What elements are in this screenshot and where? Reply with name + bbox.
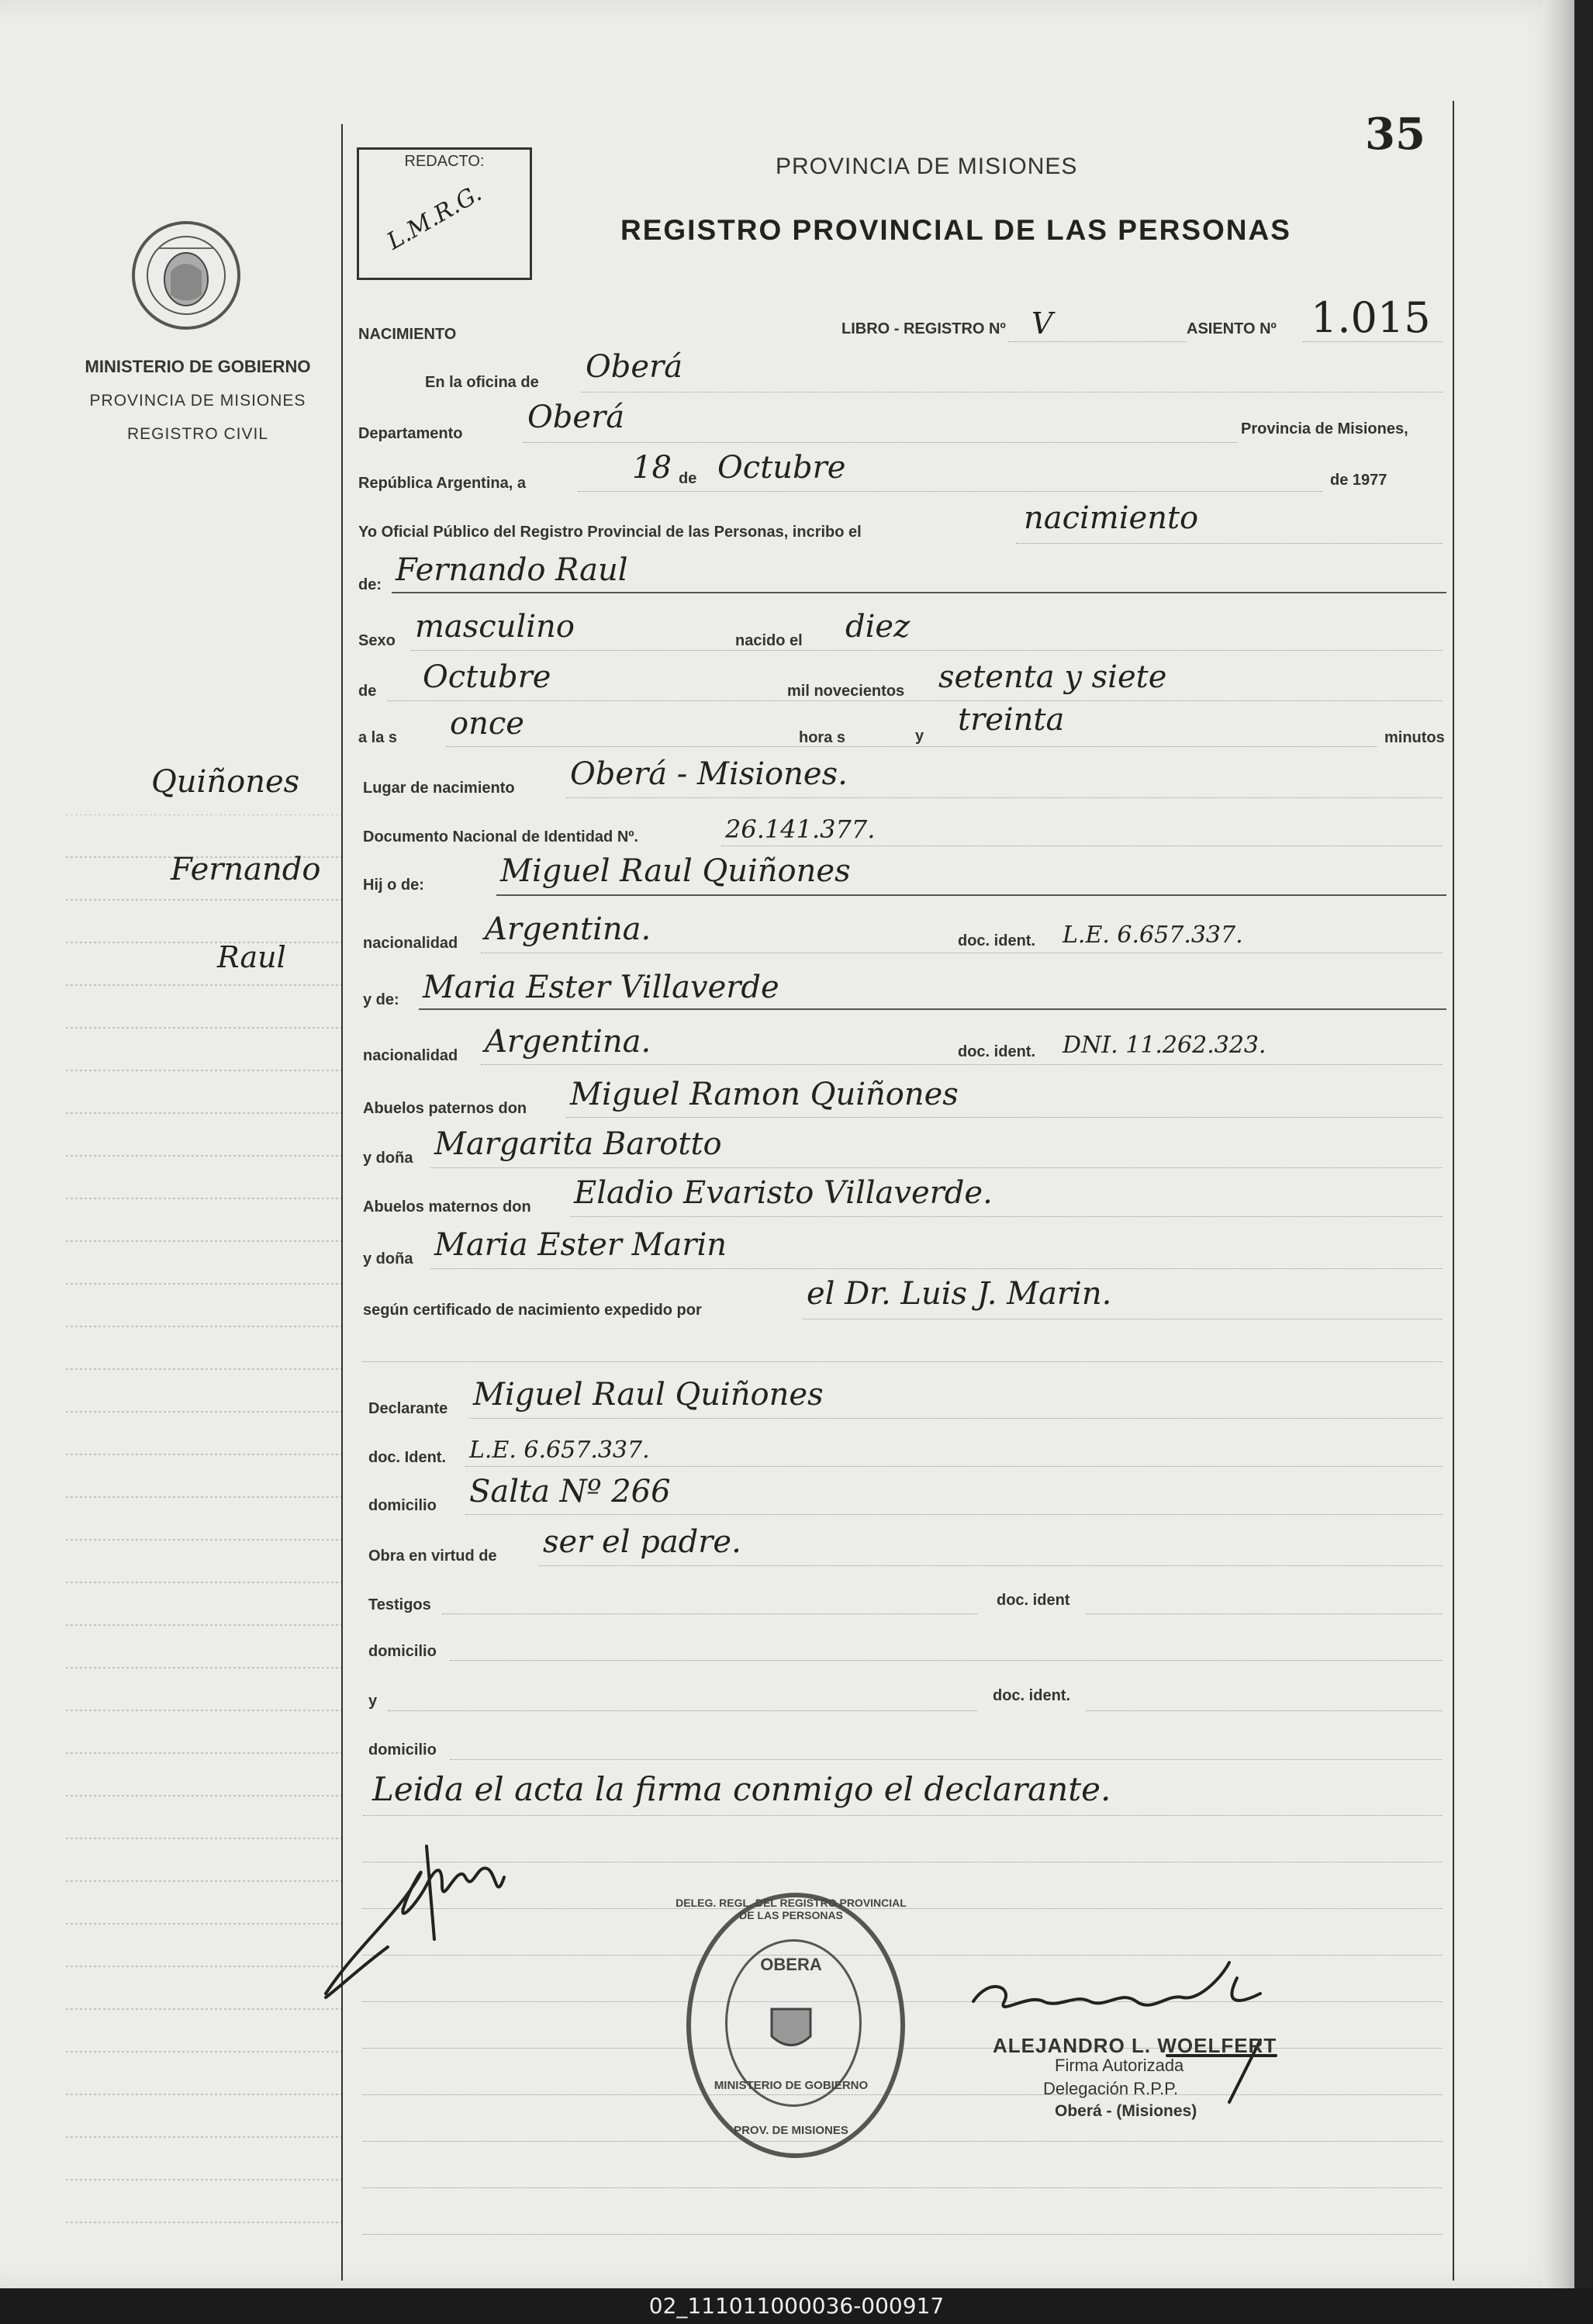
- abuelos-pat-label: Abuelos paternos don: [363, 1100, 527, 1117]
- oficina-label: En la oficina de: [425, 374, 539, 391]
- y-label: y: [915, 728, 924, 745]
- act-type: NACIMIENTO: [358, 326, 457, 343]
- nac-padre-label: nacionalidad: [363, 935, 458, 952]
- republica-month: Octubre: [717, 450, 846, 486]
- abuelos-pat-value: Miguel Ramon Quiñones: [570, 1077, 959, 1112]
- nac-padre-doc-value: L.E. 6.657.337.: [1063, 922, 1243, 949]
- de-label: de:: [358, 576, 382, 593]
- provincia-suffix: Provincia de Misiones,: [1241, 420, 1408, 437]
- mil-label: mil novecientos: [787, 683, 905, 700]
- abuela-mat-label: y doña: [363, 1250, 413, 1267]
- redacto-value: L.M.R.G.: [382, 179, 487, 256]
- margin-ruled-area: [66, 814, 341, 2273]
- nac-madre-value: Argentina.: [485, 1024, 651, 1060]
- declarante-value: Miguel Raul Quiñones: [473, 1377, 824, 1413]
- ministry-line2: PROVINCIA DE MISIONES: [89, 392, 306, 410]
- testigos-doc-label: doc. ident: [997, 1592, 1070, 1609]
- file-identifier: 02_111011000036-000917: [0, 2288, 1593, 2324]
- official-name: ALEJANDRO L. WOELFERT: [993, 2034, 1277, 2057]
- de-mes-value: Octubre: [423, 659, 551, 695]
- stamp-crest-icon: [764, 2001, 818, 2056]
- nacido-value: diez: [845, 609, 911, 645]
- republica-de: de: [679, 470, 697, 487]
- doc-ident-value: L.E. 6.657.337.: [469, 1437, 650, 1464]
- stamp-center-top: OBERA: [760, 1955, 822, 1974]
- domicilio-label: domicilio: [368, 1497, 437, 1514]
- ministry-line3: REGISTRO CIVIL: [126, 425, 269, 443]
- hijo-value: Miguel Raul Quiñones: [500, 853, 851, 889]
- obra-label: Obra en virtud de: [368, 1548, 497, 1565]
- testigos-label: Testigos: [368, 1596, 431, 1613]
- nac-padre-doc-label: doc. ident.: [958, 932, 1035, 949]
- official-line1: Firma Autorizada: [1055, 2056, 1184, 2075]
- abuela-mat-value: Maria Ester Marin: [434, 1227, 727, 1263]
- declarante-label: Declarante: [368, 1400, 448, 1417]
- abuelos-mat-label: Abuelos maternos don: [363, 1198, 531, 1216]
- page-number: 35: [1365, 109, 1425, 160]
- certificado-value: el Dr. Luis J. Marin.: [807, 1276, 1112, 1312]
- y-testigo-doc-label: doc. ident.: [993, 1687, 1070, 1704]
- documento-label: Documento Nacional de Identidad Nº.: [363, 828, 639, 846]
- asiento-value: 1.015: [1311, 293, 1431, 342]
- minutos-label: minutos: [1384, 729, 1445, 746]
- abuelos-mat-value: Eladio Evaristo Villaverde.: [574, 1175, 993, 1211]
- domicilio2-label: domicilio: [368, 1643, 437, 1660]
- sexo-label: Sexo: [358, 632, 396, 649]
- hijo-label: Hij o de:: [363, 877, 424, 894]
- header-province: PROVINCIA DE MISIONES: [776, 154, 1078, 179]
- abuela-pat-label: y doña: [363, 1150, 413, 1167]
- de-value: Fernando Raul: [396, 552, 628, 588]
- departamento-label: Departamento: [358, 425, 463, 442]
- stamp-ring-text: DELEG. REGL. DEL REGISTRO PROVINCIAL DE LAS PERSONAS: [676, 1897, 907, 1921]
- redacto-box: [357, 147, 532, 280]
- sexo-value: masculino: [415, 609, 575, 645]
- hora-label: a la s: [358, 729, 398, 746]
- madre-value: Maria Ester Villaverde: [423, 970, 779, 1005]
- horas-label: hora s: [799, 729, 846, 746]
- republica-label: República Argentina, a: [358, 475, 526, 492]
- right-margin-line: [1453, 101, 1454, 2281]
- republica-day: 18: [632, 450, 672, 486]
- documento-value: 26.141.377.: [725, 814, 876, 844]
- margin-firstname: Fernando: [171, 852, 321, 887]
- y-testigo-label: y: [368, 1693, 378, 1710]
- domicilio-value: Salta Nº 266: [469, 1474, 671, 1510]
- asiento-label: ASIENTO Nº: [1187, 320, 1277, 337]
- ministry-line1: MINISTERIO DE GOBIERNO: [85, 357, 311, 376]
- domicilio3-label: domicilio: [368, 1741, 437, 1759]
- hora-value: once: [450, 706, 524, 742]
- redacto-label: REDACTO:: [404, 153, 485, 170]
- stamp-lower: MINISTERIO DE GOBIERNO: [714, 2079, 869, 2092]
- closing-text: Leida el acta la firma conmigo el declarante.: [372, 1770, 1111, 1808]
- declarant-signature-icon: [310, 1815, 558, 2001]
- libro-label: LIBRO - REGISTRO Nº: [841, 320, 1006, 337]
- mil-value: setenta y siete: [938, 659, 1167, 695]
- libro-value: V: [1031, 306, 1053, 341]
- oficial-value: nacimiento: [1024, 500, 1199, 536]
- republica-year: de 1977: [1330, 472, 1387, 489]
- lugar-value: Oberá - Misiones.: [570, 756, 848, 792]
- madre-label: y de:: [363, 991, 399, 1008]
- nac-padre-value: Argentina.: [485, 911, 651, 947]
- nac-madre-label: nacionalidad: [363, 1047, 458, 1064]
- nac-madre-doc-value: DNI. 11.262.323.: [1063, 1032, 1266, 1059]
- obra-value: ser el padre.: [543, 1524, 741, 1560]
- header-title: REGISTRO PROVINCIAL DE LAS PERSONAS: [620, 214, 1291, 246]
- oficina-value: Oberá: [586, 349, 683, 385]
- nac-madre-doc-label: doc. ident.: [958, 1043, 1035, 1060]
- margin-middlename: Raul: [217, 940, 286, 974]
- margin-surname: Quiñones: [151, 764, 300, 800]
- official-line2: Delegación R.P.P.: [1043, 2079, 1179, 2098]
- de-mes-label: de: [358, 683, 377, 700]
- ministry-seal-icon: [128, 217, 244, 334]
- official-line3: Oberá - (Misiones): [1055, 2102, 1197, 2120]
- nacido-label: nacido el: [735, 632, 803, 649]
- lugar-label: Lugar de nacimiento: [363, 780, 515, 797]
- minutos-value: treinta: [958, 702, 1065, 738]
- abuela-pat-value: Margarita Barotto: [434, 1126, 722, 1162]
- stamp-bottom: PROV. DE MISIONES: [734, 2124, 848, 2137]
- departamento-value: Oberá: [527, 399, 625, 435]
- doc-ident-label: doc. Ident.: [368, 1449, 446, 1466]
- certificado-label: según certificado de nacimiento expedido por: [363, 1302, 702, 1319]
- oficial-label: Yo Oficial Público del Registro Provincial de las Personas, incribo el: [358, 524, 862, 541]
